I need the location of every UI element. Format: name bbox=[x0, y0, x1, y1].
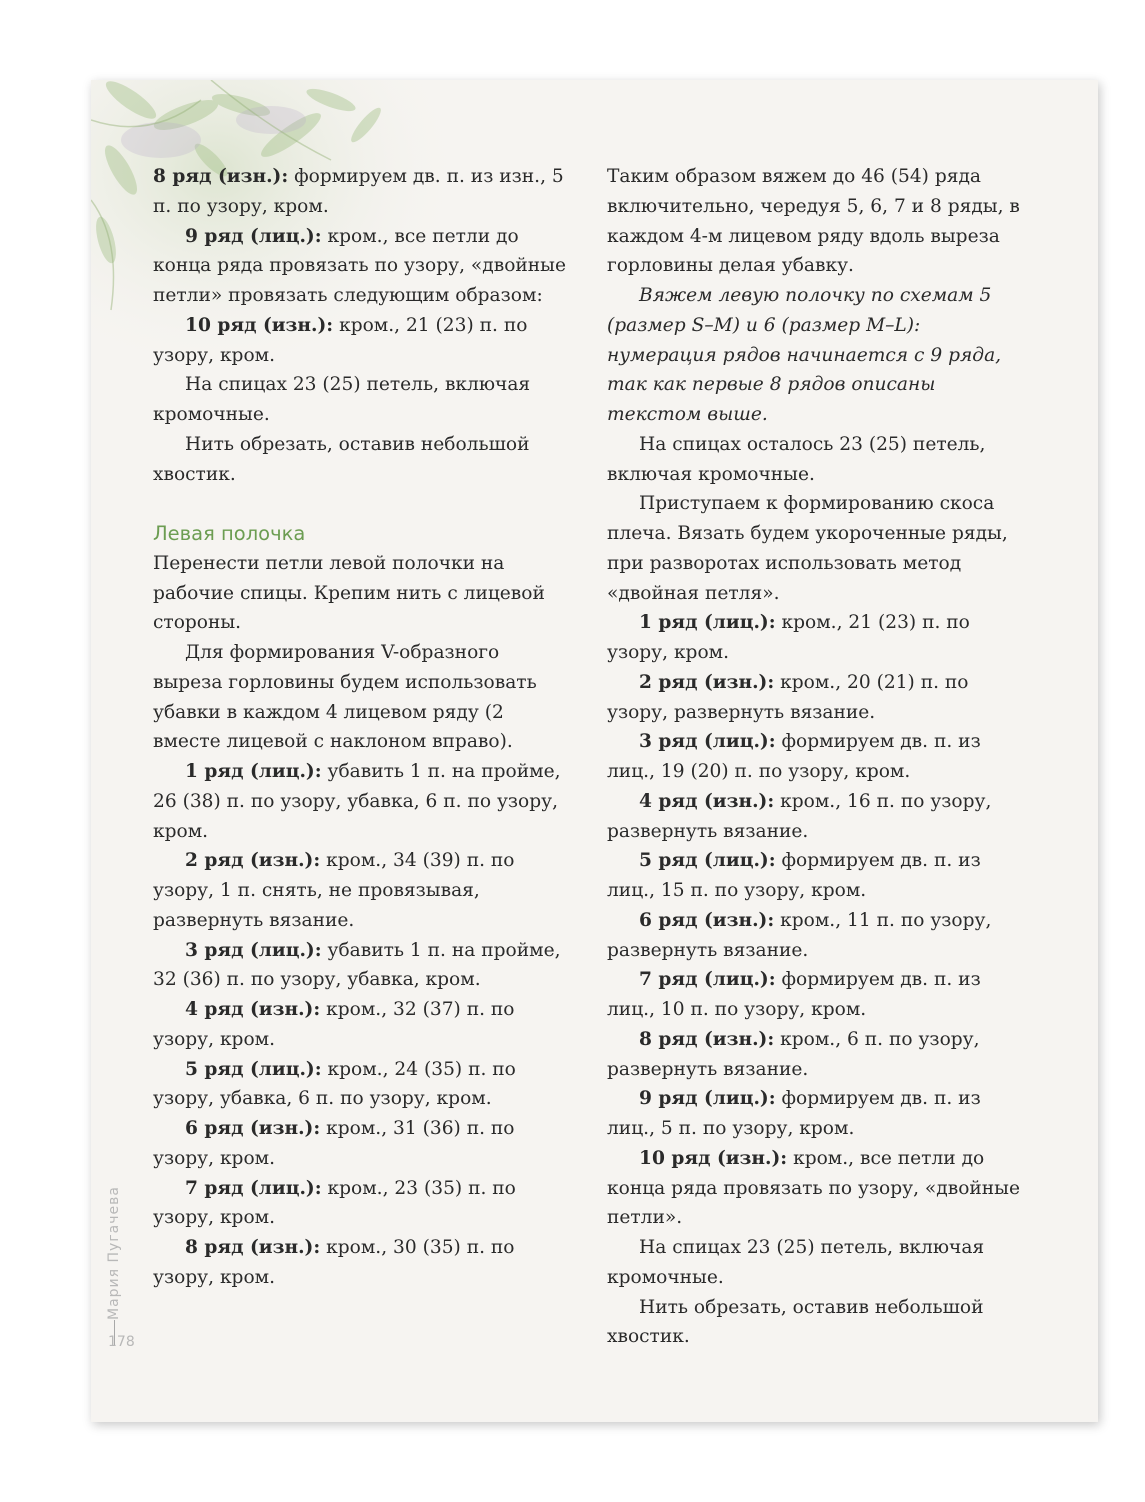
paragraph: На спицах осталось 23 (25) петель, включая кромочные. bbox=[607, 433, 986, 485]
left-column bbox=[153, 162, 573, 1293]
author-name: Мария Пугачева bbox=[106, 1186, 122, 1320]
paragraph: 3 ряд (лиц.): убавить 1 п. на пройме, 32 (36) п. по узору, убавка, кром. bbox=[153, 939, 561, 991]
paragraph: 1 ряд (лиц.): убавить 1 п. на пройме, 26 (38) п. по узору, убавка, 6 п. по узору, кром. bbox=[153, 761, 561, 842]
paragraph: 7 ряд (лиц.): кром., 23 (35) п. по узору, кром. bbox=[153, 1177, 516, 1229]
book-page bbox=[91, 80, 1098, 1422]
paragraph: 10 ряд (изн.): кром., 21 (23) п. по узору, кром. bbox=[153, 314, 528, 366]
paragraph: Нить обрезать, оставив небольшой хвостик. bbox=[607, 1296, 984, 1348]
paragraph: 9 ряд (лиц.): кром., все петли до конца ряда провязать по узору, «двойные петли» провязать следующим образом: bbox=[153, 225, 566, 306]
paragraph: 6 ряд (изн.): кром., 31 (36) п. по узору, кром. bbox=[153, 1118, 515, 1169]
paragraph: Приступаем к формированию скоса плеча. Вязать будем укороченные ряды, при разворотах использовать метод «двойная петля». bbox=[607, 493, 1008, 604]
paragraph: 6 ряд (изн.): кром., 11 п. по узору, развернуть вязание. bbox=[607, 909, 992, 961]
paragraph: На спицах 23 (25) петель, включая кромочные. bbox=[153, 374, 531, 425]
paragraph: 1 ряд (лиц.): кром., 21 (23) п. по узору, кром. bbox=[607, 612, 970, 663]
paragraph: 5 ряд (лиц.): кром., 24 (35) п. по узору, убавка, 6 п. по узору, кром. bbox=[153, 1058, 516, 1110]
paragraph: Таким образом вяжем до 46 (54) ряда включительно, чередуя 5, 6, 7 и 8 ряды, в каждом 4-м лицевом ряду вдоль выреза горловины делая убавку. bbox=[607, 166, 1020, 277]
section-heading: Левая полочка bbox=[153, 522, 306, 545]
paragraph: 8 ряд (изн.): кром., 30 (35) п. по узору, кром. bbox=[153, 1237, 515, 1288]
paragraph: 4 ряд (изн.): кром., 32 (37) п. по узору, кром. bbox=[153, 999, 515, 1050]
paragraph: 4 ряд (изн.): кром., 16 п. по узору, развернуть вязание. bbox=[607, 790, 992, 842]
paragraph: 7 ряд (лиц.): формируем дв. п. из лиц., 10 п. по узору, кром. bbox=[607, 969, 981, 1020]
paragraph: На спицах 23 (25) петель, включая кромочные. bbox=[607, 1237, 985, 1288]
paragraph: 8 ряд (изн.): формируем дв. п. из изн., 5 п. по узору, кром. bbox=[153, 166, 564, 217]
paragraph: Для формирования V-образного выреза горловины будем использовать убавки в каждом 4 лицевом ряду (2 вместе лицевой с наклоном вправо). bbox=[153, 642, 537, 753]
paragraph: 2 ряд (изн.): кром., 34 (39) п. по узору, 1 п. снять, не провязывая, развернуть вязание. bbox=[153, 850, 515, 931]
paragraph: Нить обрезать, оставив небольшой хвостик. bbox=[153, 433, 530, 485]
paragraph: 2 ряд (изн.): кром., 20 (21) п. по узору, развернуть вязание. bbox=[607, 671, 969, 723]
paragraph: Перенести петли левой полочки на рабочие спицы. Крепим нить с лицевой стороны. bbox=[153, 552, 545, 634]
paragraph: 5 ряд (лиц.): формируем дв. п. из лиц., 15 п. по узору, кром. bbox=[607, 850, 981, 901]
right-column bbox=[607, 162, 1027, 1352]
paragraph: 3 ряд (лиц.): формируем дв. п. из лиц., 19 (20) п. по узору, кром. bbox=[607, 731, 981, 782]
paragraph: 8 ряд (изн.): кром., 6 п. по узору, развернуть вязание. bbox=[607, 1028, 980, 1080]
italic-note: Вяжем левую полочку по схемам 5 (размер S–M) и 6 (размер M–L): нумерация рядов начинается с 9 ряда, так как первые 8 рядов описаны текстом выше. bbox=[607, 285, 1002, 425]
page-number: 178 bbox=[108, 1334, 135, 1350]
paragraph: 9 ряд (лиц.): формируем дв. п. из лиц., 5 п. по узору, кром. bbox=[607, 1088, 981, 1139]
paragraph: 10 ряд (изн.): кром., все петли до конца ряда провязать по узору, «двойные петли». bbox=[607, 1147, 1020, 1229]
